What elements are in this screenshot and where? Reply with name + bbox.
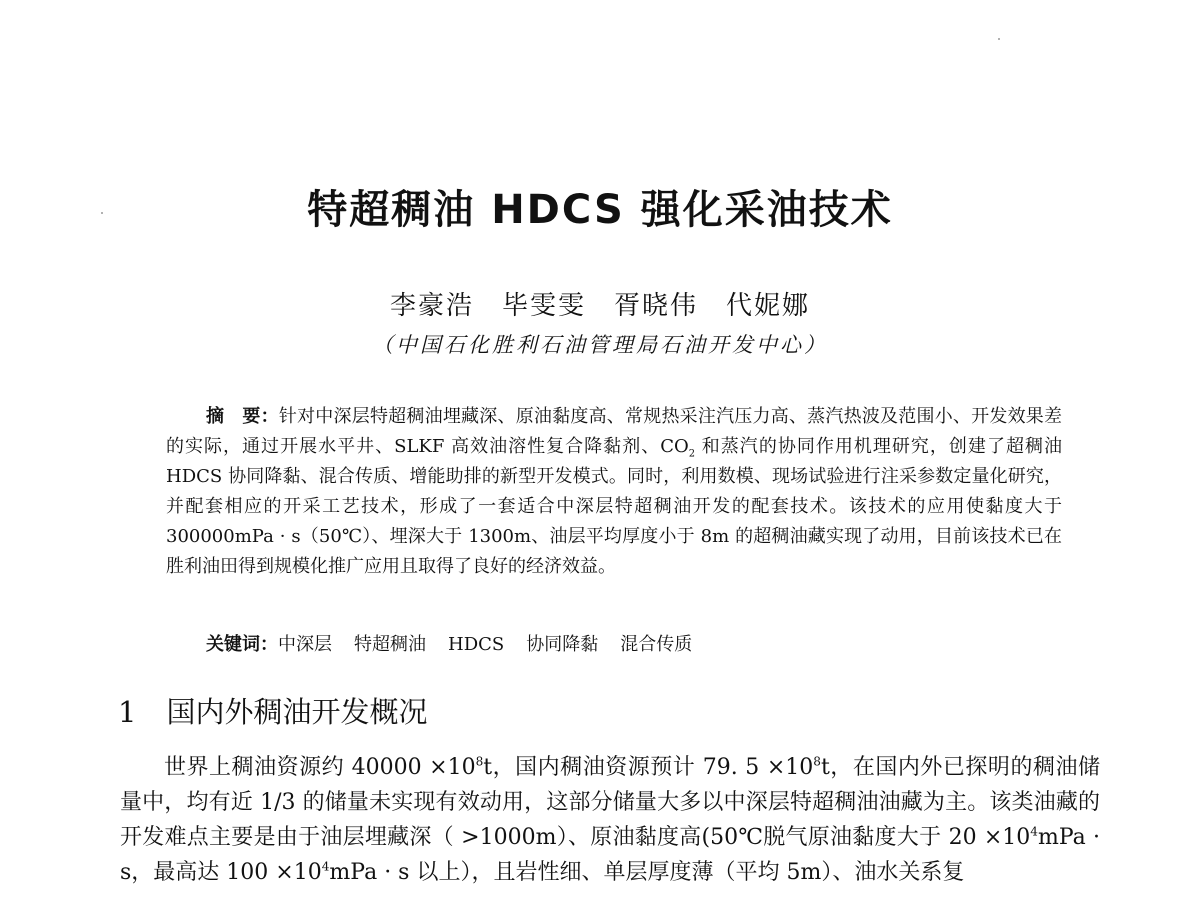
keywords-label: 关键词： [206,634,278,655]
keyword: HDCS [448,634,505,655]
abstract-subscript: 2 [688,448,696,460]
keyword: 混合传质 [620,634,693,655]
abstract-text: 和蒸汽的协同作用机理研究，创建了超稠油 HDCS 协同降黏、混合传质、增能助排的新型开发模式。同时，利用数模、现场试验进行注采参数定量化研究，并配套相应的开采工艺技术，形成了一套适合中深层特超稠油开发的配套技术。该技术的应用使黏度大于 300000mPa · s（50℃）、埋深大于 1300m、油层平均厚度小于 8m 的超稠油藏实现了动用，目前该技术已在胜利油田得到规模化推广应用且取得了良好的经济效益。 [166,436,1062,577]
keywords [206,630,1066,660]
author-list [0,288,1200,324]
paper-title: 特超稠油 HDCS 强化采油技术 [307,187,893,233]
body-paragraph [120,750,1100,890]
superscript: 8 [813,754,821,769]
section-number: 1 [118,695,137,729]
superscript: 4 [321,859,330,874]
section-heading [118,690,427,734]
author-name: 毕雯雯 [501,291,586,321]
superscript: 8 [475,754,484,769]
author-name: 李豪浩 [389,291,474,321]
author-name: 胥晓伟 [614,291,699,321]
abstract [166,402,1062,582]
keyword: 特超稠油 [354,634,426,655]
author-affiliation: （中国石化胜利石油管理局石油开发中心） [372,333,828,357]
section-title: 国内外稠油开发概况 [166,695,428,729]
body-text-segment: 世界上稠油资源约 40000 ×10 [164,755,476,780]
abstract-label: 摘 要： [206,406,279,427]
keyword: 协同降黏 [526,634,599,655]
body-text-segment: mPa · s 以上），且岩性细、单层厚度薄（平均 5m）、油水关系复 [329,860,965,885]
abstract-text: 针对中深层特超稠油埋藏深、原油黏度高、常规热采注汽压力高、蒸汽热波及范围小、开发效果差的实际，通过开展水平井、SLKF 高效油溶性复合降黏剂、CO [166,406,1063,457]
keyword: 中深层 [278,634,332,655]
superscript: 4 [1030,824,1038,839]
scan-speck [998,38,1000,40]
body-text-segment: mPa · s，最高达 100 ×10 [120,825,1101,885]
author-name: 代妮娜 [726,291,811,321]
body-text-segment: t，在国内外已探明的稠油储量中，均有近 1/3 的储量未实现有效动用，这部分储量大多以中深层特超稠油油藏为主。该类油藏的开发难点主要是由于油层埋藏深（ >1000m）、原油黏度高(50℃脱气原油黏度大于 20 ×10 [120,755,1101,850]
body-text-segment: t，国内稠油资源预计 79. 5 ×10 [483,755,814,780]
